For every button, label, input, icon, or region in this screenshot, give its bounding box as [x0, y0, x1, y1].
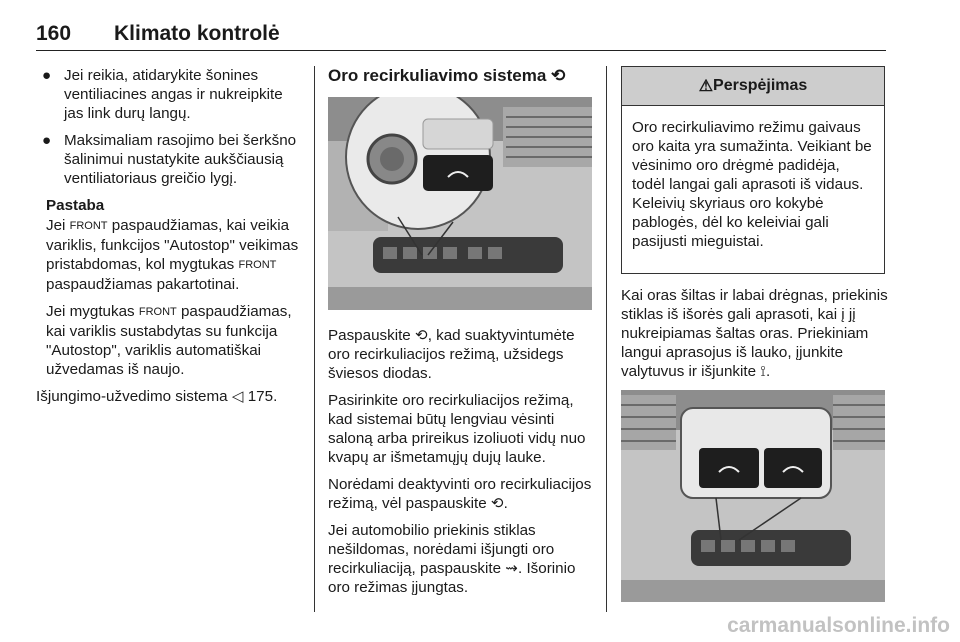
front-defrost-icon: FRONT: [69, 220, 108, 232]
reference-arrow-icon: ◁: [231, 388, 244, 405]
middle-column-text: [328, 326, 600, 605]
recirculation-icon: ⟲: [490, 495, 504, 512]
note-paragraph: Jei FRONT paspaudžiamas, kai veikia variklis, funkcijos "Autostop" veikimas pristabdomas, kol mygtukas FRONT paspaudžiamas pakartotinai.: [46, 217, 299, 293]
page-title: Klimato kontrolė: [114, 22, 280, 45]
paragraph: Paspauskite ⟲, kad suaktyvintumėte oro recirkuliacijos režimą, užsidegs šviesos diodas.: [328, 327, 575, 382]
dashboard-illustration: [621, 390, 885, 602]
warning-text: Oro recirkuliavimo režimu gaivaus oro kaita yra sumažinta. Veikiant be vėsinimo oro drėgmė padidėja, todėl langai gali aprasoti iš vidaus. Keleivių skyriaus oro kokybė pablogės, dėl ko keleiviai gali pasijusti mieguistai.: [632, 119, 872, 250]
warning-icon: ⚠: [698, 78, 714, 95]
section-heading: Oro recirkuliavimo sistema ⟲: [328, 66, 566, 85]
left-column: [36, 66, 304, 414]
windscreen-wiper-icon: ⟟: [760, 363, 766, 380]
note-paragraph: Jei mygtukas FRONT paspaudžiamas, kai variklis sustabdytas su funkcija "Autostop", variklis automatiškai užvedamas iš naujo.: [46, 303, 292, 378]
bullet-text: Maksimaliam rasojimo bei šerkšno šalinimui nustatykite aukščiausią ventiliatoriaus greičio lygį.: [64, 132, 297, 187]
warning-header: [622, 67, 884, 106]
page-header: [36, 20, 886, 51]
recirculation-icon: ⟲: [551, 66, 566, 85]
front-defrost-icon: FRONT: [238, 259, 277, 271]
recirculation-icon: ⟲: [414, 327, 428, 344]
warning-title: Perspėjimas: [713, 77, 808, 94]
warning-box: [621, 66, 885, 274]
outside-air-button-photo: [621, 390, 885, 602]
watermark: carmanualsonline.info: [727, 614, 950, 637]
cross-reference[interactable]: Išjungimo-užvedimo sistema ◁ 175.: [36, 388, 278, 405]
paragraph: Jei automobilio priekinis stiklas nešildomas, norėdami išjungti oro recirkuliaciją, paspauskite ⇝. Išorinio oro režimas įjungtas.: [328, 522, 576, 596]
page-number: 160: [36, 22, 72, 45]
bullet-item: [36, 66, 304, 123]
paragraph: Norėdami deaktyvinti oro recirkuliacijos režimą, vėl paspauskite ⟲.: [328, 476, 592, 512]
column-divider: [314, 66, 315, 612]
bullet-item: [36, 131, 304, 188]
bullet-text: Jei reikia, atidarykite šonines ventiliacines angas ir nukreipkite jas link durų langų.: [64, 67, 283, 122]
paragraph: Pasirinkite oro recirkuliacijos režimą, kad sistemai būtų lengviau vėsinti saloną arba prireikus izoliuoti vidų nuo kvapų ar išmetamųjų dujų lauke.: [328, 392, 586, 466]
column-divider: [606, 66, 607, 612]
bullet-mark: ●: [42, 67, 52, 84]
front-defrost-icon: FRONT: [138, 306, 177, 318]
outside-air-icon: ⇝: [505, 560, 519, 577]
middle-column: [328, 66, 596, 91]
note-heading: Pastaba: [46, 197, 105, 214]
bullet-mark: ●: [42, 132, 52, 149]
paragraph: Kai oras šiltas ir labai drėgnas, priekinis stiklas iš išorės gali aprasoti, kai į jį nukreipiamas šaltas oras. Priekiniam langui aprasojus iš lauko, įjunkite valytuvus ir išjunkite ⟟.: [621, 287, 888, 380]
recirculation-button-photo: [328, 97, 592, 310]
dashboard-illustration: [328, 97, 592, 310]
